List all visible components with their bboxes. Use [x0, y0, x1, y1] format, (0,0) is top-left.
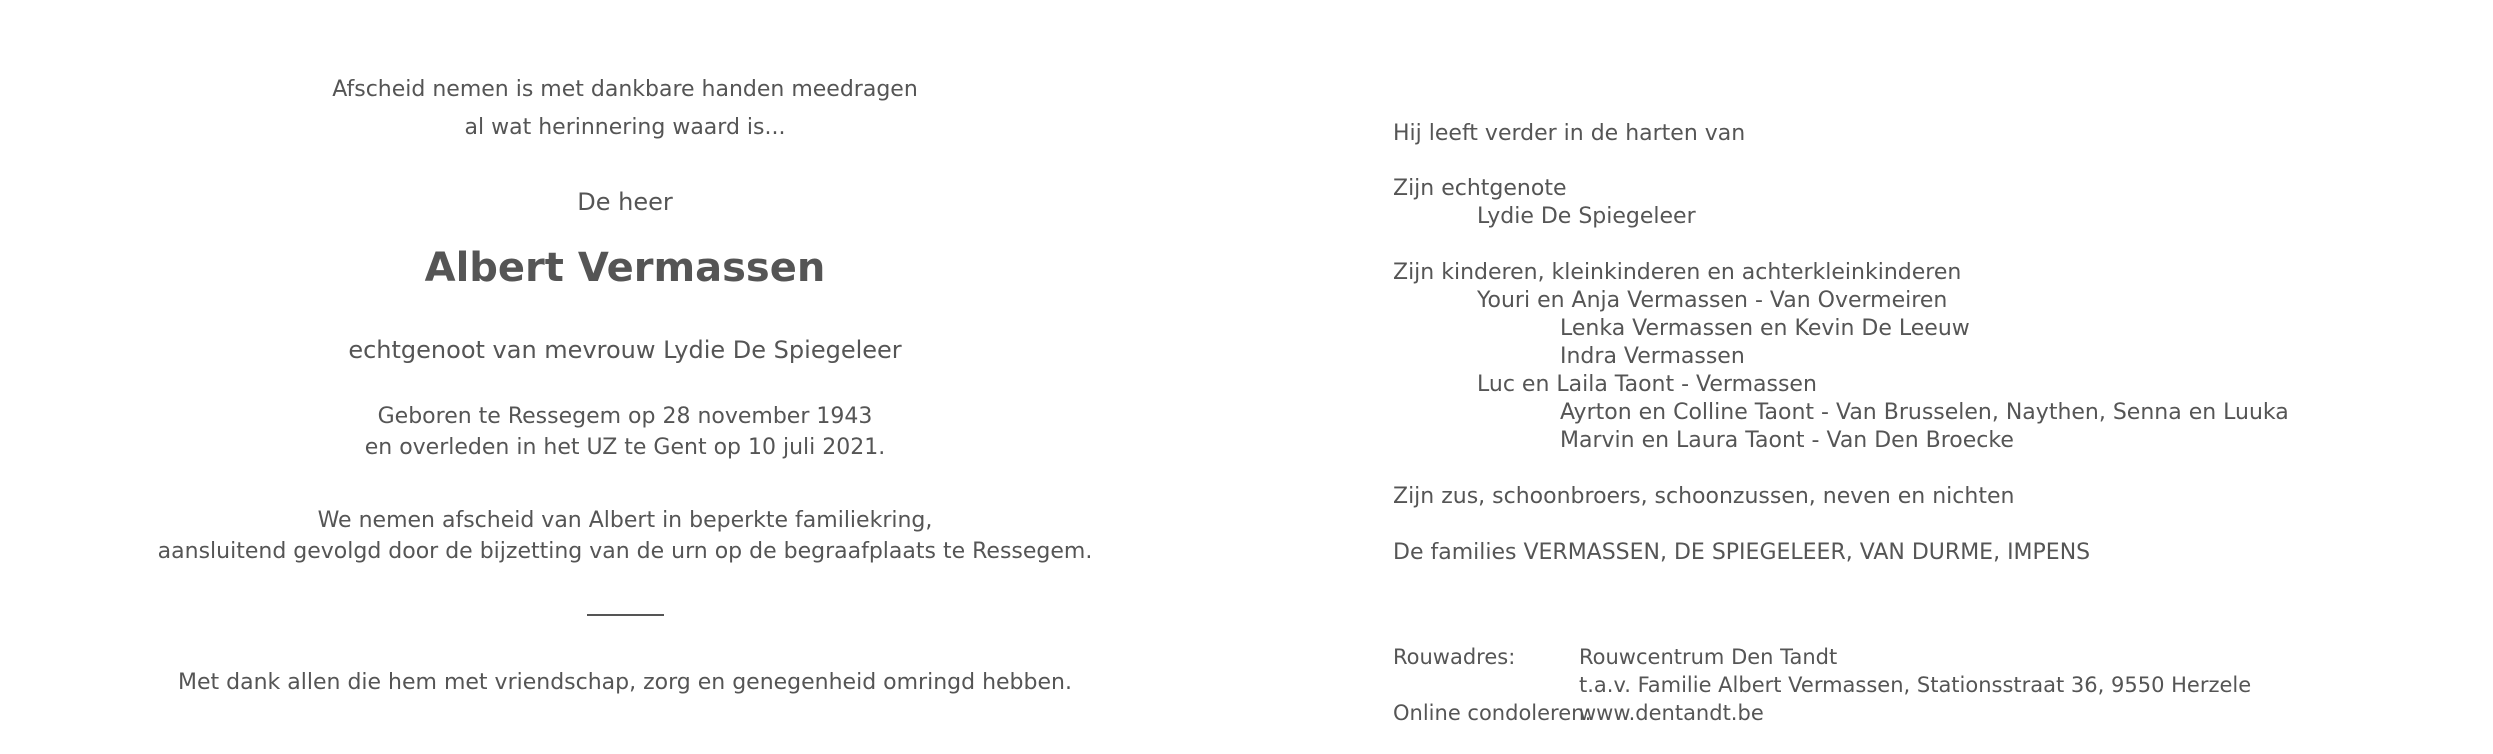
farewell-line-2: aansluitend gevolgd door de bijzetting van de urn op de begraafplaats te Ressegem.: [157, 539, 1093, 564]
family-member: Marvin en Laura Taont - Van Den Broecke: [1560, 428, 2014, 453]
family-member: Lenka Vermassen en Kevin De Leeuw: [1560, 316, 1970, 341]
condolence-label: Online condoleren:: [1393, 701, 1592, 725]
condolence-url[interactable]: www.dentandt.be: [1579, 701, 1764, 725]
farewell-line-1: We nemen afscheid van Albert in beperkte familiekring,: [317, 508, 933, 533]
address-label: Rouwadres:: [1393, 645, 1516, 669]
children-heading: Zijn kinderen, kleinkinderen en achterkleinkinderen: [1393, 260, 1962, 285]
thanks-line: Met dank allen die hem met vriendschap, zorg en genegenheid omringd hebben.: [178, 670, 1072, 695]
separator-line: [587, 614, 664, 616]
quote-line-2: al wat herinnering waard is...: [464, 115, 786, 140]
address-line-2: t.a.v. Familie Albert Vermassen, Stationsstraat 36, 9550 Herzele: [1579, 673, 2252, 697]
death-line: en overleden in het UZ te Gent op 10 juli 2021.: [364, 435, 886, 460]
address-line-1: Rouwcentrum Den Tandt: [1579, 645, 1838, 669]
spouse-name: Lydie De Spiegeleer: [1477, 204, 1696, 229]
family-member: Indra Vermassen: [1560, 344, 1745, 369]
families-line: De families VERMASSEN, DE SPIEGELEER, VAN DURME, IMPENS: [1393, 540, 2091, 565]
siblings-line: Zijn zus, schoonbroers, schoonzussen, neven en nichten: [1393, 484, 2015, 509]
spouse-line: echtgenoot van mevrouw Lydie De Spiegeleer: [348, 336, 902, 364]
family-member: Luc en Laila Taont - Vermassen: [1477, 372, 1817, 397]
intro-line: Hij leeft verder in de harten van: [1393, 121, 1746, 146]
spouse-heading: Zijn echtgenote: [1393, 176, 1567, 201]
family-member: Youri en Anja Vermassen - Van Overmeiren: [1477, 288, 1948, 313]
salutation: De heer: [577, 188, 673, 216]
family-member: Ayrton en Colline Taont - Van Brusselen, Naythen, Senna en Luuka: [1560, 400, 2289, 425]
deceased-name: Albert Vermassen: [424, 245, 826, 291]
quote-line-1: Afscheid nemen is met dankbare handen meedragen: [332, 77, 918, 102]
birth-line: Geboren te Ressegem op 28 november 1943: [377, 404, 873, 429]
